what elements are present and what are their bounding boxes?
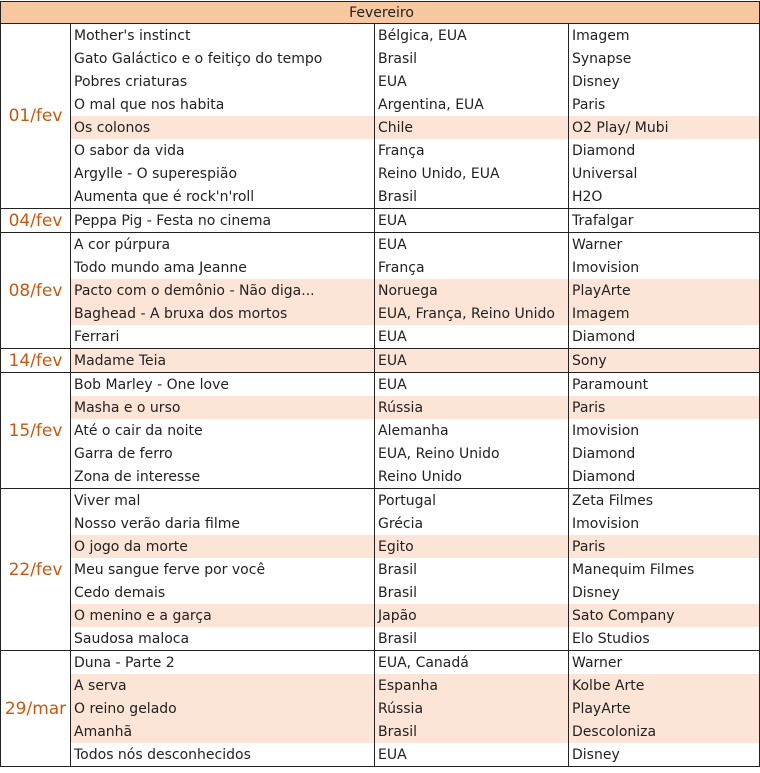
film-cell: O jogo da morte	[71, 535, 375, 558]
table-row	[1, 674, 760, 697]
film-cell: Pobres criaturas	[71, 70, 375, 93]
country-cell: EUA, Canadá	[375, 651, 569, 675]
country-cell: Chile	[375, 116, 569, 139]
country-cell: Portugal	[375, 489, 569, 513]
table-row	[1, 512, 760, 535]
distributor-cell: Sato Company	[569, 604, 760, 627]
distributor-cell: Disney	[569, 70, 760, 93]
release-date: 14/fev	[1, 349, 71, 373]
release-schedule-table	[0, 1, 760, 767]
table-row	[1, 185, 760, 209]
table-row	[1, 442, 760, 465]
film-cell: Zona de interesse	[71, 465, 375, 489]
table-row	[1, 233, 760, 257]
release-date: 22/fev	[1, 489, 71, 651]
country-cell: Reino Unido	[375, 465, 569, 489]
country-cell: Egito	[375, 535, 569, 558]
distributor-cell: Diamond	[569, 465, 760, 489]
film-cell: Baghead - A bruxa dos mortos	[71, 302, 375, 325]
distributor-cell: Warner	[569, 651, 760, 675]
country-cell: Brasil	[375, 185, 569, 209]
film-cell: Amanhã	[71, 720, 375, 743]
country-cell: EUA	[375, 209, 569, 233]
film-cell: A serva	[71, 674, 375, 697]
country-cell: Alemanha	[375, 419, 569, 442]
country-cell: França	[375, 256, 569, 279]
film-cell: O sabor da vida	[71, 139, 375, 162]
distributor-cell: Paramount	[569, 373, 760, 397]
film-cell: Nosso verão daria filme	[71, 512, 375, 535]
table-row	[1, 651, 760, 675]
distributor-cell: O2 Play/ Mubi	[569, 116, 760, 139]
release-date: 15/fev	[1, 373, 71, 489]
release-date: 29/mar	[1, 651, 71, 767]
country-cell: EUA	[375, 743, 569, 767]
distributor-cell: Paris	[569, 396, 760, 419]
table-row	[1, 720, 760, 743]
table-row	[1, 349, 760, 373]
table-row	[1, 256, 760, 279]
table-row	[1, 465, 760, 489]
country-cell: Rússia	[375, 396, 569, 419]
table-row	[1, 24, 760, 48]
table-row	[1, 209, 760, 233]
country-cell: EUA	[375, 233, 569, 257]
title-row	[1, 2, 760, 24]
distributor-cell: PlayArte	[569, 279, 760, 302]
table-row	[1, 139, 760, 162]
film-cell: Até o cair da noite	[71, 419, 375, 442]
country-cell: EUA	[375, 325, 569, 349]
film-cell: Cedo demais	[71, 581, 375, 604]
film-cell: O reino gelado	[71, 697, 375, 720]
distributor-cell: Imagem	[569, 302, 760, 325]
film-cell: O menino e a garça	[71, 604, 375, 627]
country-cell: Espanha	[375, 674, 569, 697]
film-cell: Peppa Pig - Festa no cinema	[71, 209, 375, 233]
country-cell: Brasil	[375, 558, 569, 581]
film-cell: Os colonos	[71, 116, 375, 139]
distributor-cell: Zeta Filmes	[569, 489, 760, 513]
film-cell: Bob Marley - One love	[71, 373, 375, 397]
table-row	[1, 373, 760, 397]
film-cell: Ferrari	[71, 325, 375, 349]
country-cell: Rússia	[375, 697, 569, 720]
distributor-cell: Imovision	[569, 256, 760, 279]
table-row	[1, 419, 760, 442]
table-row	[1, 325, 760, 349]
film-cell: Pacto com o demônio - Não diga...	[71, 279, 375, 302]
film-cell: Todo mundo ama Jeanne	[71, 256, 375, 279]
release-date: 01/fev	[1, 24, 71, 209]
country-cell: Reino Unido, EUA	[375, 162, 569, 185]
table-row	[1, 697, 760, 720]
film-cell: Gato Galáctico e o feitiço do tempo	[71, 47, 375, 70]
film-cell: Mother's instinct	[71, 24, 375, 48]
distributor-cell: H2O	[569, 185, 760, 209]
distributor-cell: Diamond	[569, 139, 760, 162]
country-cell: EUA	[375, 349, 569, 373]
distributor-cell: Warner	[569, 233, 760, 257]
film-cell: Garra de ferro	[71, 442, 375, 465]
distributor-cell: Imovision	[569, 512, 760, 535]
table-row	[1, 279, 760, 302]
distributor-cell: Descoloniza	[569, 720, 760, 743]
country-cell: EUA	[375, 70, 569, 93]
film-cell: Todos nós desconhecidos	[71, 743, 375, 767]
country-cell: EUA	[375, 373, 569, 397]
distributor-cell: Diamond	[569, 325, 760, 349]
table-row	[1, 558, 760, 581]
table-row	[1, 604, 760, 627]
table-row	[1, 535, 760, 558]
table-row	[1, 489, 760, 513]
country-cell: Brasil	[375, 581, 569, 604]
table-row	[1, 396, 760, 419]
film-cell: Duna - Parte 2	[71, 651, 375, 675]
film-cell: Argylle - O superespião	[71, 162, 375, 185]
film-cell: Viver mal	[71, 489, 375, 513]
release-date: 08/fev	[1, 233, 71, 349]
distributor-cell: Sony	[569, 349, 760, 373]
country-cell: Japão	[375, 604, 569, 627]
film-cell: O mal que nos habita	[71, 93, 375, 116]
release-date: 04/fev	[1, 209, 71, 233]
distributor-cell: Imagem	[569, 24, 760, 48]
distributor-cell: Elo Studios	[569, 627, 760, 651]
country-cell: Bélgica, EUA	[375, 24, 569, 48]
country-cell: Noruega	[375, 279, 569, 302]
distributor-cell: Diamond	[569, 442, 760, 465]
film-cell: Saudosa maloca	[71, 627, 375, 651]
country-cell: Argentina, EUA	[375, 93, 569, 116]
country-cell: EUA, França, Reino Unido	[375, 302, 569, 325]
table-row	[1, 162, 760, 185]
country-cell: Brasil	[375, 627, 569, 651]
month-title: Fevereiro	[1, 2, 760, 24]
table-row	[1, 93, 760, 116]
distributor-cell: Synapse	[569, 47, 760, 70]
country-cell: França	[375, 139, 569, 162]
table-body	[1, 2, 760, 767]
distributor-cell: PlayArte	[569, 697, 760, 720]
distributor-cell: Manequim Filmes	[569, 558, 760, 581]
distributor-cell: Disney	[569, 743, 760, 767]
table-row	[1, 116, 760, 139]
table-row	[1, 70, 760, 93]
table-row	[1, 627, 760, 651]
film-cell: Aumenta que é rock'n'roll	[71, 185, 375, 209]
country-cell: Brasil	[375, 47, 569, 70]
film-cell: Meu sangue ferve por você	[71, 558, 375, 581]
table-row	[1, 47, 760, 70]
country-cell: Grécia	[375, 512, 569, 535]
distributor-cell: Trafalgar	[569, 209, 760, 233]
film-cell: Masha e o urso	[71, 396, 375, 419]
table-row	[1, 743, 760, 767]
distributor-cell: Disney	[569, 581, 760, 604]
country-cell: Brasil	[375, 720, 569, 743]
film-cell: Madame Teia	[71, 349, 375, 373]
film-cell: A cor púrpura	[71, 233, 375, 257]
country-cell: EUA, Reino Unido	[375, 442, 569, 465]
distributor-cell: Universal	[569, 162, 760, 185]
distributor-cell: Imovision	[569, 419, 760, 442]
distributor-cell: Kolbe Arte	[569, 674, 760, 697]
distributor-cell: Paris	[569, 93, 760, 116]
table-row	[1, 581, 760, 604]
table-row	[1, 302, 760, 325]
distributor-cell: Paris	[569, 535, 760, 558]
